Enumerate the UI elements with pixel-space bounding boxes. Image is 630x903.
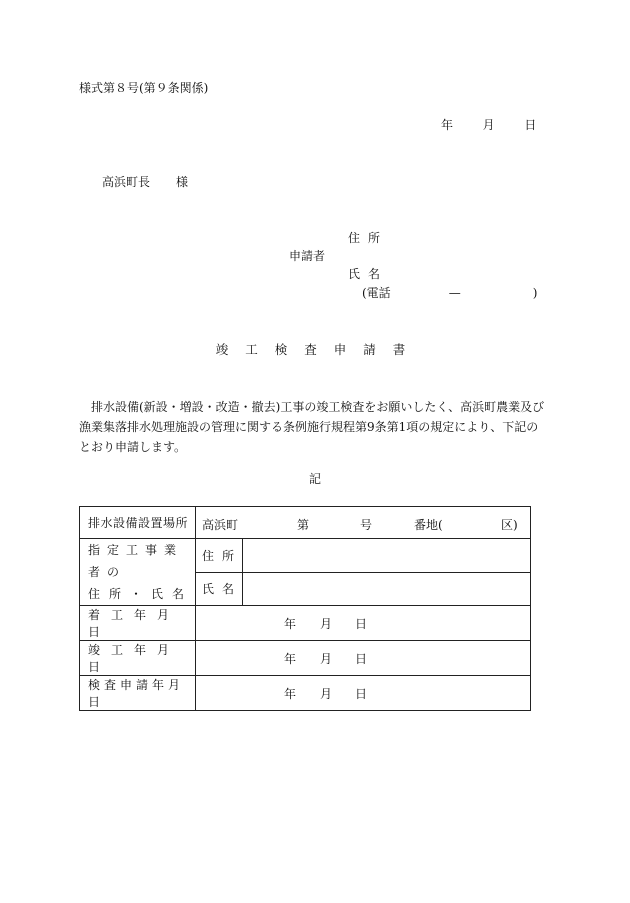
start-date-label: 着工年月日 [80, 606, 196, 641]
designee-name-label: 氏名 [196, 572, 243, 606]
completion-date-label: 竣工年月日 [80, 641, 196, 676]
date-day-label: 日 [524, 118, 537, 132]
location-go: 号 [360, 518, 373, 532]
inspection-date-label: 検査申請年月日 [80, 676, 196, 711]
inspection-month: 月 [320, 687, 333, 701]
completion-year: 年 [284, 652, 297, 666]
inspection-date-row [80, 676, 531, 711]
location-field[interactable] [196, 507, 531, 539]
designee-address-field[interactable] [243, 539, 531, 573]
completion-day: 日 [355, 652, 368, 666]
location-row [80, 507, 531, 539]
date-month-label: 月 [482, 118, 495, 132]
applicant-label: 申請者 [289, 249, 326, 263]
location-dai: 第 [297, 518, 310, 532]
designee-label [80, 539, 196, 606]
form-number: 様式第８号(第９条関係) [79, 81, 209, 95]
start-day: 日 [355, 617, 368, 631]
designee-label-line1: 指定工事業者の [88, 543, 184, 579]
date-line [441, 118, 536, 132]
ki-label: 記 [308, 472, 321, 486]
applicant-phone-line [362, 286, 537, 300]
completion-date-field[interactable] [196, 641, 531, 676]
phone-dash: — [448, 286, 461, 300]
location-label: 排水設備設置場所 [80, 507, 196, 539]
start-year: 年 [284, 617, 297, 631]
location-banchi: 番地( [414, 518, 443, 532]
addressee-name: 高浜町長 [102, 175, 151, 189]
document-title: 竣工検査申請書 [215, 342, 423, 357]
location-town: 高浜町 [202, 518, 239, 532]
completion-date-row [80, 641, 531, 676]
applicant-address-label: 住所 [348, 231, 389, 245]
location-ku: 区) [501, 518, 518, 532]
designee-name-field[interactable] [243, 572, 531, 606]
designee-address-row [80, 539, 531, 573]
designee-label-line2: 住所・氏名 [88, 587, 194, 601]
completion-month: 月 [320, 652, 333, 666]
designee-address-label: 住所 [196, 539, 243, 573]
addressee-honorific: 様 [176, 175, 189, 189]
inspection-day: 日 [355, 687, 368, 701]
detail-table [79, 506, 531, 711]
inspection-date-field[interactable] [196, 676, 531, 711]
body-text: 排水設備(新設・増設・改造・撤去)工事の竣工検査をお願いしたく、高浜町農業及び漁業集落排水処理施設の管理に関する条例施行規程第9条第1項の規定により、下記のとおり申請します。 [79, 400, 545, 454]
applicant-name-label: 氏名 [348, 267, 389, 281]
phone-open: (電話 [362, 286, 391, 300]
phone-close: ) [532, 286, 538, 300]
start-date-field[interactable] [196, 606, 531, 641]
start-date-row [80, 606, 531, 641]
date-year-label: 年 [441, 118, 454, 132]
start-month: 月 [320, 617, 333, 631]
addressee [102, 175, 188, 189]
inspection-year: 年 [284, 687, 297, 701]
